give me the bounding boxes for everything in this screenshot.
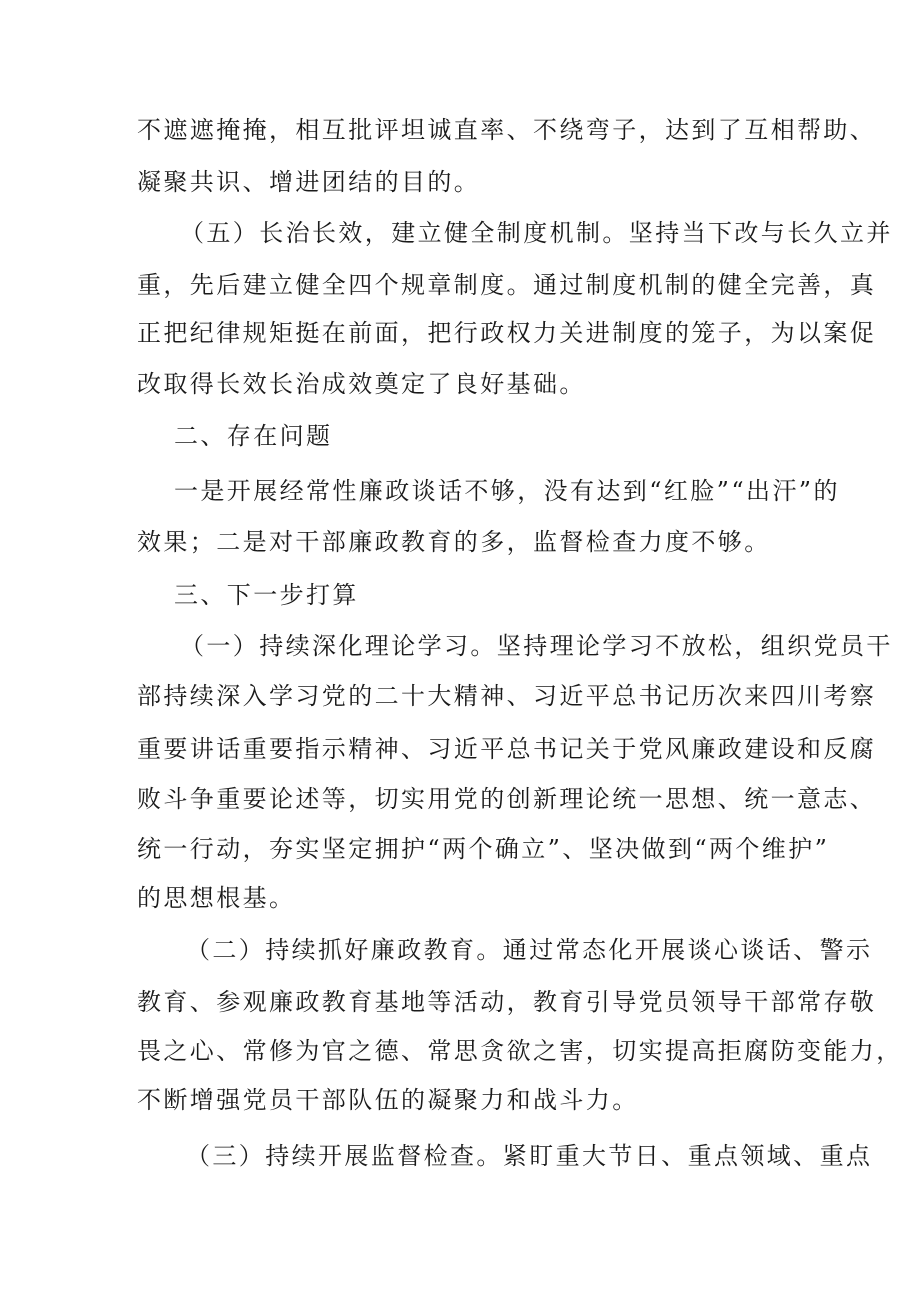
text-line: 畏之心、常修为官之德、常思贪欲之害，切实提高拒腐防变能力， <box>137 1037 903 1065</box>
text-line: 一是开展经常性廉政谈话不够，没有达到“红脸”“出汗”的 <box>174 477 840 505</box>
text-line: 教育、参观廉政教育基地等活动，教育引导党员领导干部常存敬 <box>137 988 877 1016</box>
text-line: 不遮遮掩掩，相互批评坦诚直率、不绕弯子，达到了互相帮助、 <box>137 116 877 144</box>
section-heading: 二、存在问题 <box>174 422 333 450</box>
text-line: 凝聚共识、增进团结的目的。 <box>137 168 481 196</box>
text-line: 效果；二是对干部廉政教育的多，监督检查力度不够。 <box>137 528 771 556</box>
section-heading: 三、下一步打算 <box>174 581 359 609</box>
text-line: 正把纪律规矩挺在前面，把行政权力关进制度的笼子，为以案促 <box>137 319 877 347</box>
text-line: 部持续深入学习党的二十大精神、习近平总书记历次来四川考察 <box>137 682 877 710</box>
text-line: 败斗争重要论述等，切实用党的创新理论统一思想、统一意志、 <box>137 785 877 813</box>
text-line: 重要讲话重要指示精神、习近平总书记关于党风廉政建设和反腐 <box>137 735 877 763</box>
text-line: （三）持续开展监督检查。紧盯重大节日、重点领域、重点 <box>186 1142 873 1170</box>
text-line: （五）长治长效，建立健全制度机制。坚持当下改与长久立并 <box>180 219 893 247</box>
text-line: （一）持续深化理论学习。坚持理论学习不放松，组织党员干 <box>180 632 893 660</box>
text-line: 重，先后建立健全四个规章制度。通过制度机制的健全完善，真 <box>137 271 877 299</box>
text-line: 统一行动，夯实坚定拥护“两个确立”、坚决做到“两个维护” <box>137 835 830 863</box>
text-line: 的思想根基。 <box>137 884 296 912</box>
text-line: 不断增强党员干部队伍的凝聚力和战斗力。 <box>137 1086 639 1114</box>
text-line: 改取得长效长治成效奠定了良好基础。 <box>137 370 586 398</box>
text-line: （二）持续抓好廉政教育。通过常态化开展谈心谈话、警示 <box>186 936 873 964</box>
